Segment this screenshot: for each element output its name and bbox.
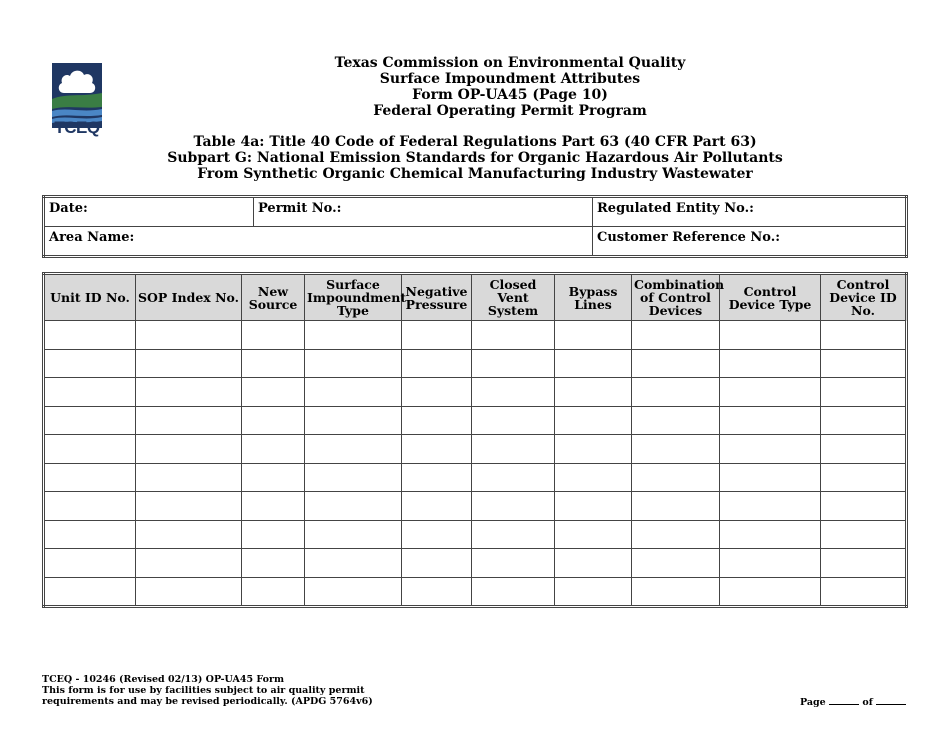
table-row <box>44 378 907 407</box>
col-header-control-device-id: Control Device ID No. <box>821 274 907 321</box>
date-label: Date: <box>49 201 88 216</box>
of-label: of <box>862 697 873 708</box>
col-header-closed-vent: Closed Vent System <box>472 274 555 321</box>
table-cell[interactable] <box>305 406 402 435</box>
table-cell[interactable] <box>242 349 305 378</box>
table-row <box>44 349 907 378</box>
table-subheader <box>150 134 800 182</box>
table-cell[interactable] <box>555 463 632 492</box>
table-cell[interactable] <box>402 435 472 464</box>
table-cell[interactable] <box>136 492 242 521</box>
table-cell[interactable] <box>720 406 821 435</box>
table-cell[interactable] <box>821 520 907 549</box>
table-cell[interactable] <box>402 406 472 435</box>
table-cell[interactable] <box>472 549 555 578</box>
table-row <box>44 520 907 549</box>
table-cell[interactable] <box>555 321 632 350</box>
table-cell[interactable] <box>821 463 907 492</box>
form-revision: TCEQ - 10246 (Revised 02/13) OP-UA45 Form <box>42 674 285 685</box>
table-cell[interactable] <box>402 520 472 549</box>
table-cell[interactable] <box>472 463 555 492</box>
table-cell[interactable] <box>136 463 242 492</box>
table-row <box>44 463 907 492</box>
col-header-negative-pressure: Negative Pressure <box>402 274 472 321</box>
col-header-new-source: New Source <box>242 274 305 321</box>
table-cell[interactable] <box>242 435 305 464</box>
table-cell[interactable] <box>720 577 821 607</box>
table-cell[interactable] <box>555 549 632 578</box>
customer-reference-label: Customer Reference No.: <box>597 230 781 245</box>
table-cell[interactable] <box>136 349 242 378</box>
table-row <box>44 406 907 435</box>
table-cell[interactable] <box>821 549 907 578</box>
table-cell[interactable] <box>44 435 136 464</box>
table-cell[interactable] <box>472 435 555 464</box>
table-cell[interactable] <box>305 378 402 407</box>
table-cell[interactable] <box>472 520 555 549</box>
col-header-combination: Combination of Control Devices <box>632 274 720 321</box>
table-cell[interactable] <box>136 378 242 407</box>
table-body <box>44 321 907 607</box>
table-cell[interactable] <box>821 378 907 407</box>
table-cell[interactable] <box>555 435 632 464</box>
table-cell[interactable] <box>44 492 136 521</box>
table-cell[interactable] <box>305 321 402 350</box>
table-cell[interactable] <box>632 463 720 492</box>
table-cell[interactable] <box>555 378 632 407</box>
table-cell[interactable] <box>720 349 821 378</box>
permit-number-label: Permit No.: <box>258 201 342 216</box>
table-cell[interactable] <box>632 435 720 464</box>
regulated-entity-label: Regulated Entity No.: <box>597 201 754 216</box>
table-cell[interactable] <box>472 577 555 607</box>
table-cell[interactable] <box>136 549 242 578</box>
table-cell[interactable] <box>136 435 242 464</box>
table-cell[interactable] <box>242 549 305 578</box>
table-cell[interactable] <box>720 378 821 407</box>
permit-number-field[interactable] <box>254 197 593 227</box>
table-cell[interactable] <box>136 520 242 549</box>
attributes-table <box>42 272 908 608</box>
page-number-blank[interactable] <box>829 696 859 705</box>
table-cell[interactable] <box>305 549 402 578</box>
table-cell[interactable] <box>242 520 305 549</box>
table-cell[interactable] <box>720 549 821 578</box>
table-cell[interactable] <box>720 492 821 521</box>
table-cell[interactable] <box>821 406 907 435</box>
table-cell[interactable] <box>242 378 305 407</box>
table-cell[interactable] <box>632 549 720 578</box>
table-cell[interactable] <box>242 406 305 435</box>
logo-wordmark: TCEQ <box>54 118 100 137</box>
table-cell[interactable] <box>821 349 907 378</box>
table-cell[interactable] <box>632 349 720 378</box>
table-cell[interactable] <box>136 577 242 607</box>
table-cell[interactable] <box>136 406 242 435</box>
table-cell[interactable] <box>720 435 821 464</box>
table-cell[interactable] <box>44 577 136 607</box>
form-usage-note-1: This form is for use by facilities subject to air quality permit <box>42 685 365 696</box>
agency-name: Texas Commission on Environmental Quality <box>334 55 686 71</box>
form-title: Surface Impoundment Attributes <box>379 71 641 87</box>
subpart-scope: From Synthetic Organic Chemical Manufacturing Industry Wastewater <box>197 166 753 182</box>
table-cell[interactable] <box>44 349 136 378</box>
table-cell[interactable] <box>720 321 821 350</box>
form-number: Form OP-UA45 (Page 10) <box>412 87 608 103</box>
col-header-bypass-lines: Bypass Lines <box>555 274 632 321</box>
table-cell[interactable] <box>632 577 720 607</box>
table-cell[interactable] <box>821 492 907 521</box>
table-header-row <box>44 274 907 321</box>
table-cell[interactable] <box>402 577 472 607</box>
table-row <box>44 492 907 521</box>
col-header-sop-index: SOP Index No. <box>136 274 242 321</box>
table-cell[interactable] <box>472 378 555 407</box>
table-cell[interactable] <box>555 406 632 435</box>
table-cell[interactable] <box>305 463 402 492</box>
table-cell[interactable] <box>472 349 555 378</box>
table-row <box>44 321 907 350</box>
table-cell[interactable] <box>44 378 136 407</box>
table-row <box>44 549 907 578</box>
table-cell[interactable] <box>720 520 821 549</box>
table-cell[interactable] <box>472 321 555 350</box>
date-field[interactable] <box>44 197 254 227</box>
table-cell[interactable] <box>555 349 632 378</box>
table-cell[interactable] <box>632 520 720 549</box>
area-name-label: Area Name: <box>49 230 135 245</box>
col-header-impoundment-type: Surface Impoundment Type <box>305 274 402 321</box>
table-cell[interactable] <box>402 549 472 578</box>
table-cell[interactable] <box>44 549 136 578</box>
table-cell[interactable] <box>44 406 136 435</box>
table-row <box>44 577 907 607</box>
table-cell[interactable] <box>242 492 305 521</box>
table-cell[interactable] <box>305 492 402 521</box>
table-cell[interactable] <box>242 577 305 607</box>
page-number <box>800 696 906 708</box>
table-cell[interactable] <box>821 577 907 607</box>
form-header <box>290 55 730 119</box>
info-table <box>42 195 908 258</box>
col-header-control-device-type: Control Device Type <box>720 274 821 321</box>
page-label: Page <box>800 697 826 708</box>
form-footer <box>42 674 373 707</box>
regulated-entity-field[interactable] <box>593 197 907 227</box>
table-cell[interactable] <box>305 349 402 378</box>
table-cell[interactable] <box>242 321 305 350</box>
table-cell[interactable] <box>44 463 136 492</box>
table-cell[interactable] <box>402 378 472 407</box>
table-cell[interactable] <box>305 577 402 607</box>
table-cell[interactable] <box>632 378 720 407</box>
table-cell[interactable] <box>472 492 555 521</box>
form-usage-note-2: requirements and may be revised periodically. (APDG 5764v6) <box>42 696 373 707</box>
table-cell[interactable] <box>472 406 555 435</box>
table-cell[interactable] <box>632 406 720 435</box>
table-cell[interactable] <box>632 321 720 350</box>
program-name: Federal Operating Permit Program <box>373 103 647 119</box>
area-name-field[interactable] <box>44 227 593 257</box>
table-cell[interactable] <box>402 349 472 378</box>
customer-reference-field[interactable] <box>593 227 907 257</box>
table-cell[interactable] <box>555 492 632 521</box>
table-cell[interactable] <box>402 321 472 350</box>
table-title: Table 4a: Title 40 Code of Federal Regulations Part 63 (40 CFR Part 63) <box>193 134 757 150</box>
table-cell[interactable] <box>720 463 821 492</box>
page-total-blank[interactable] <box>876 696 906 705</box>
table-cell[interactable] <box>821 321 907 350</box>
table-cell[interactable] <box>44 520 136 549</box>
subpart-title: Subpart G: National Emission Standards for Organic Hazardous Air Pollutants <box>167 150 783 166</box>
table-cell[interactable] <box>555 520 632 549</box>
table-cell[interactable] <box>402 492 472 521</box>
table-cell[interactable] <box>821 435 907 464</box>
col-header-unit-id: Unit ID No. <box>44 274 136 321</box>
table-cell[interactable] <box>402 463 472 492</box>
table-cell[interactable] <box>632 492 720 521</box>
table-cell[interactable] <box>136 321 242 350</box>
table-cell[interactable] <box>305 435 402 464</box>
table-cell[interactable] <box>555 577 632 607</box>
table-row <box>44 435 907 464</box>
table-cell[interactable] <box>305 520 402 549</box>
table-cell[interactable] <box>44 321 136 350</box>
table-cell[interactable] <box>242 463 305 492</box>
